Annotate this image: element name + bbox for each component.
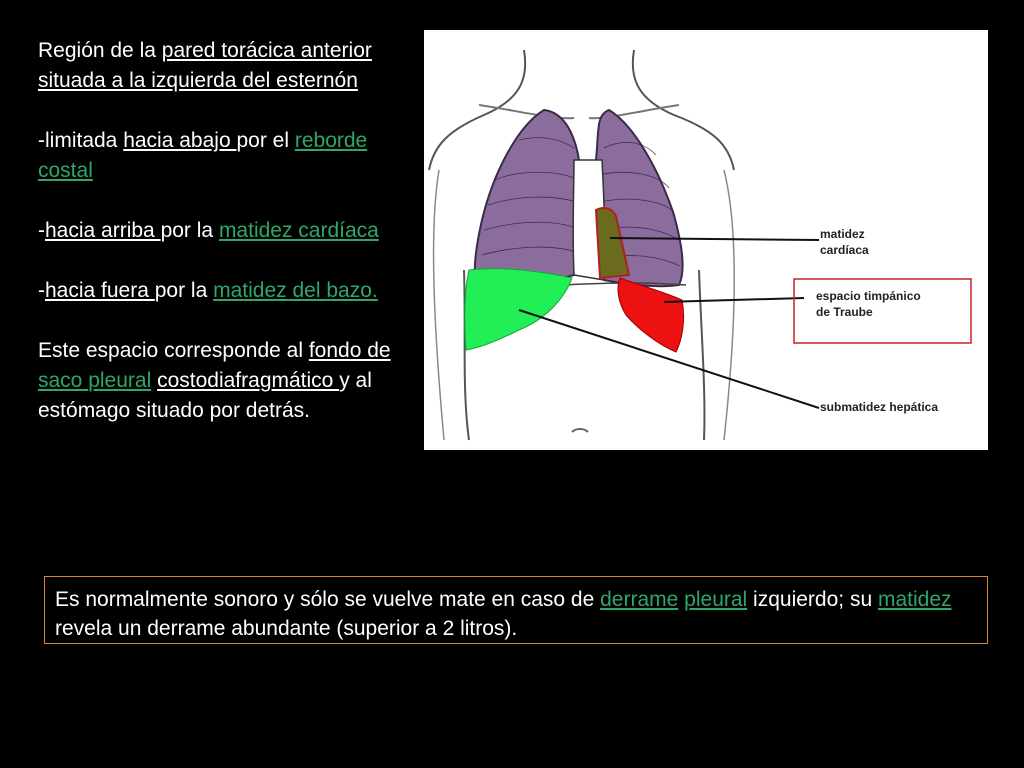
paragraph-limite-abajo	[38, 126, 408, 186]
spacer	[38, 96, 408, 126]
link-pleural[interactable]: pleural	[88, 369, 152, 392]
thorax-illustration	[424, 30, 988, 450]
link-saco[interactable]: saco	[38, 369, 89, 392]
link-pared-toracica[interactable]: pared torácica anterior situada a la izquierda del esternón	[38, 39, 372, 92]
right-lung	[475, 110, 580, 292]
traube-space-area	[618, 278, 684, 352]
link-matidez-bazo[interactable]: matidez del bazo.	[213, 279, 378, 302]
link-hacia-abajo[interactable]: hacia abajo	[123, 129, 237, 152]
label-cardiac-line1: matidez	[820, 227, 865, 241]
text-run: izquierdo; su	[747, 588, 878, 611]
text-run: -	[38, 219, 45, 242]
label-cardiac-line2: cardíaca	[820, 243, 869, 257]
arm-left	[434, 170, 444, 440]
note-text	[55, 585, 977, 643]
thorax-drawing	[424, 30, 988, 450]
link-matidez-cardiaca[interactable]: matidez cardíaca	[218, 219, 379, 242]
text-run: por la	[154, 279, 214, 302]
note-box	[44, 576, 988, 644]
link-pleural-note[interactable]: pleural	[684, 588, 748, 611]
text-run: y al estómago situado por detrás.	[38, 369, 372, 422]
link-hacia-fuera[interactable]: hacia fuera	[45, 279, 155, 302]
link-reborde-costal[interactable]: reborde costal	[38, 129, 368, 182]
text-run: Región de la	[38, 39, 162, 62]
text-run: por el	[236, 129, 295, 152]
torso-side-right	[699, 270, 704, 440]
label-traube-line2: de Traube	[816, 305, 873, 319]
navel	[572, 429, 588, 432]
link-costodiafragmatico[interactable]: costodiafragmático	[157, 369, 340, 392]
link-fondo-de[interactable]: fondo de	[308, 339, 391, 362]
text-run: revela un derrame abundante (superior a 2 litros).	[55, 617, 518, 640]
text-run: -	[38, 279, 45, 302]
hepatic-dullness-area	[465, 269, 572, 350]
label-traube	[816, 288, 921, 320]
paragraph-limite-fuera	[38, 276, 408, 306]
paragraph-limite-arriba	[38, 216, 408, 246]
spacer	[38, 306, 408, 336]
link-hacia-arriba[interactable]: hacia arriba	[45, 219, 161, 242]
description-text	[38, 36, 408, 426]
text-run: Este espacio corresponde al	[38, 339, 309, 362]
spacer	[38, 246, 408, 276]
link-derrame[interactable]: derrame	[600, 588, 679, 611]
text-run: por la	[160, 219, 219, 242]
arm-right	[724, 170, 734, 440]
spacer	[38, 186, 408, 216]
text-run: -limitada	[38, 129, 124, 152]
paragraph-espacio	[38, 336, 408, 426]
label-hepatic: submatidez hepática	[820, 400, 939, 414]
text-run: Es normalmente sonoro y sólo se vuelve mate en caso de	[55, 588, 601, 611]
label-cardiac	[820, 226, 869, 258]
label-traube-line1: espacio timpánico	[816, 289, 921, 303]
link-matidez-note[interactable]: matidez	[877, 588, 952, 611]
paragraph-region	[38, 36, 408, 96]
